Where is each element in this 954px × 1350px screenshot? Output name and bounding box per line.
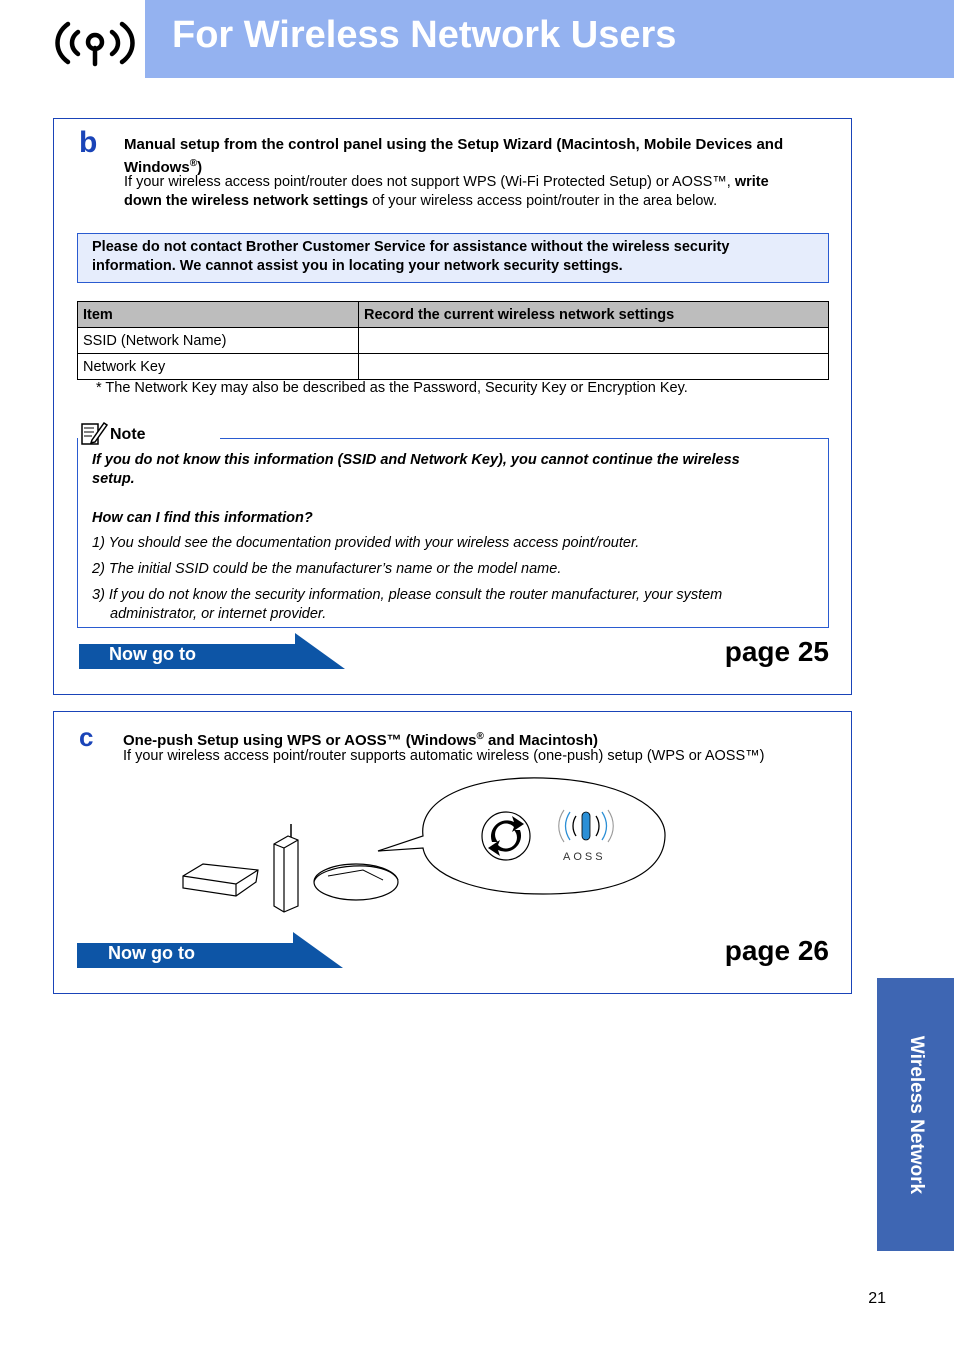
note-title: Note (110, 426, 146, 443)
table-header-item: Item (78, 302, 359, 328)
table-row (78, 354, 829, 380)
section-c-paragraph: If your wireless access point/router supports automatic wireless (one-push) setup (WPS or AOSS™) (123, 748, 765, 764)
page-25-link[interactable]: page 25 (724, 636, 829, 667)
section-b-paragraph: If your wireless access point/router does not support WPS (Wi-Fi Protected Setup) or AOSS™, write down the wireless network settings of your wireless access point/router in the area below. (124, 174, 769, 209)
page-26-link[interactable]: page 26 (724, 935, 829, 966)
wireless-network-icon (50, 12, 138, 70)
table-header-row (78, 302, 829, 328)
note-item-3: 3) If you do not know the security information, please consult the router manufacturer, your system administrator, or internet provider. (92, 587, 723, 622)
flat-router-icon (183, 864, 258, 896)
wps-logo-icon (482, 812, 530, 860)
now-go-to-label-c: Now go to (108, 943, 195, 963)
security-warning-box: Please do not contact Brother Customer Service for assistance without the wireless security information. We cannot assist you in locating your network security settings. (77, 233, 829, 283)
note-item-2: 2) The initial SSID could be the manufacturer’s name or the model name. (92, 561, 562, 577)
table-row (78, 328, 829, 354)
one-push-setup-illustration (178, 776, 668, 916)
network-key-footnote: * The Network Key may also be described as the Password, Security Key or Encryption Key. (96, 380, 688, 396)
network-settings-table (77, 301, 829, 380)
step-letter-c: c (79, 722, 94, 752)
note-warning-text: If you do not know this information (SSID and Network Key), you cannot continue the wireless setup. (92, 452, 740, 487)
side-tab-label: Wireless Network (905, 1035, 927, 1194)
note-question: How can I find this information? (92, 510, 313, 526)
table-header-record: Record the current wireless network settings (359, 302, 829, 328)
aoss-logo-text: AOSS (563, 851, 606, 863)
table-cell-network-key-label: Network Key (78, 354, 359, 380)
dome-router-icon (314, 864, 398, 900)
page-title: For Wireless Network Users (172, 14, 677, 56)
table-cell-network-key-value[interactable] (359, 354, 829, 380)
now-go-to-label-b: Now go to (109, 644, 196, 664)
table-cell-ssid-label: SSID (Network Name) (78, 328, 359, 354)
page-number: 21 (868, 1290, 886, 1307)
tower-router-icon (274, 824, 298, 912)
section-b-heading: Manual setup from the control panel using the Setup Wizard (Macintosh, Mobile Devices and Windows®) (124, 136, 784, 176)
step-letter-b: b (79, 126, 98, 159)
section-c-heading: One-push Setup using WPS or AOSS™ (Windows® and Macintosh) (123, 731, 599, 749)
note-item-1: 1) You should see the documentation provided with your wireless access point/router. (92, 535, 640, 551)
table-cell-ssid-value[interactable] (359, 328, 829, 354)
